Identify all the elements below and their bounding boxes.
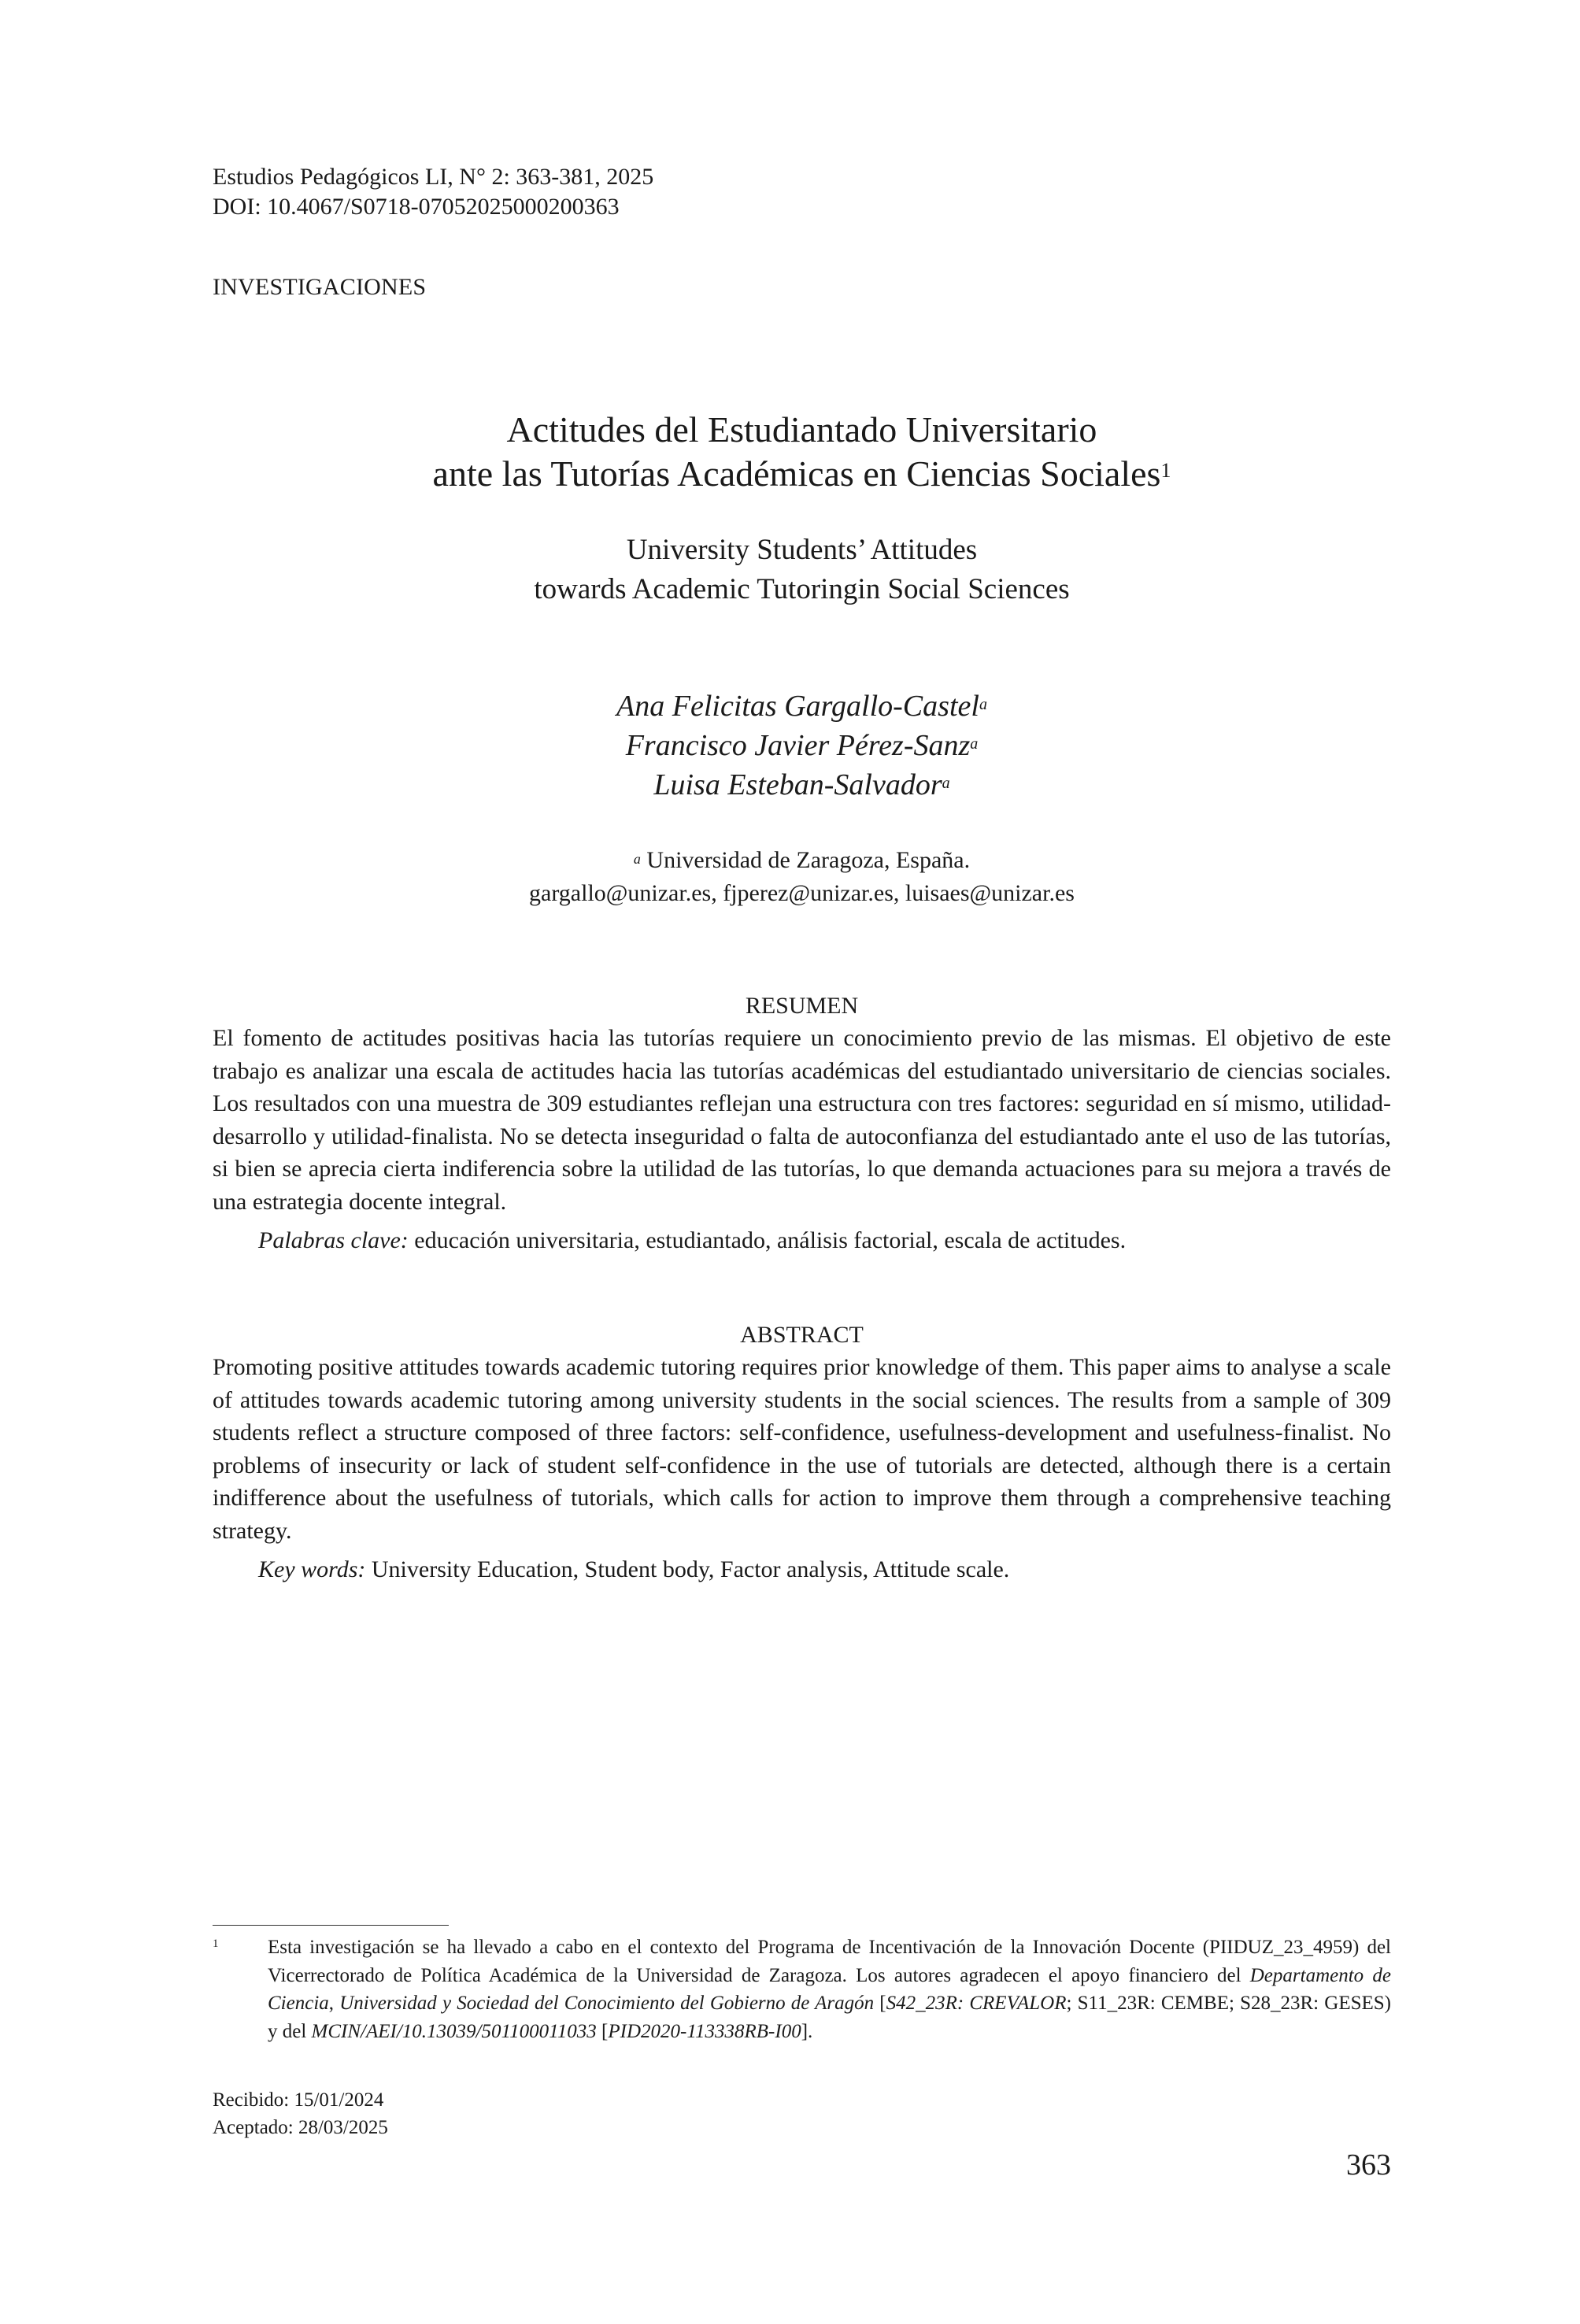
title-spanish	[213, 408, 1391, 496]
author: Ana Felicitas Gargallo-Castel$^a$	[616, 690, 987, 723]
title-english-line2: towards Academic Tutoringin Social Sciences	[534, 573, 1070, 605]
title-english-line1: University Students’ Attitudes	[626, 534, 978, 566]
title-spanish-line1: Actitudes del Estudiantado Universitario	[506, 409, 1097, 450]
author-emails[interactable]: gargallo@unizar.es, fjperez@unizar.es, luisaes@unizar.es	[529, 880, 1075, 906]
title-spanish-line2: ante las Tutorías Académicas en Ciencias Sociales$^1$	[432, 453, 1171, 494]
author: Luisa Esteban-Salvador$^a$	[653, 768, 950, 801]
abstract-body: Promoting positive attitudes towards academic tutoring requires prior knowledge of them. This paper aims to analyse a scale of attitudes towards academic tutoring among university students in the social sciences. The results from a sample of 309 students reflect a structure composed of three factors: self-confidence, usefulness-development and usefulness-finalist. No problems of insecurity or lack of student self-confidence in the use of tutorials are detected, although there is a certain indifference about the usefulness of tutorials, which calls for action to improve them through a comprehensive teaching strategy.	[213, 1354, 1391, 1544]
journal-citation: Estudios Pedagógicos LI, N° 2: 363-381, 2025	[213, 164, 654, 190]
footnote-marker: 1	[213, 1937, 219, 1950]
section-label: INVESTIGACIONES	[213, 274, 427, 300]
submission-dates	[213, 2086, 388, 2141]
running-head	[213, 162, 653, 222]
author-list	[213, 686, 1391, 805]
resumen-body: El fomento de actitudes positivas hacia las tutorías requiere un conocimiento previo de las mismas. El objetivo de este trabajo es analizar una escala de actitudes hacia las tutorías académicas del estudiantado universitario de ciencias sociales. Los resultados con una muestra de 309 estudiantes reflejan una estructura con tres factores: seguridad en sí mismo, utilidad-desarrollo y utilidad-finalista. No se detecta inseguridad o falta de autoconfianza del estudiantado ante el uso de las tutorías, si bien se aprecia cierta indiferencia sobre la utilidad de las tutorías, lo que demanda actuaciones para su mejora a través de una estrategia docente integral.	[213, 1025, 1391, 1215]
doi[interactable]: DOI: 10.4067/S0718-07052025000200363	[213, 194, 620, 220]
footnote-divider	[213, 1925, 449, 1926]
author: Francisco Javier Pérez-Sanz$^a$	[625, 729, 979, 762]
accepted-date: Aceptado: 28/03/2025	[213, 2117, 388, 2138]
key-words: Key words: University Education, Student body, Factor analysis, Attitude scale.	[258, 1556, 1010, 1582]
resumen-heading: RESUMEN	[745, 993, 859, 1019]
title-block	[213, 408, 1391, 609]
institution: $^a$ Universidad de Zaragoza, España.	[633, 847, 971, 873]
title-english	[213, 531, 1391, 609]
palabras-clave: Palabras clave: educación universitaria, estudiantado, análisis factorial, escala de actitudes.	[258, 1227, 1127, 1253]
footnote-ref[interactable]: 1	[1160, 459, 1171, 482]
received-date: Recibido: 15/01/2024	[213, 2089, 384, 2111]
affiliation	[213, 844, 1391, 910]
abstract-section	[213, 1319, 1391, 1586]
abstract-heading: ABSTRACT	[740, 1322, 864, 1348]
footnote-text: Esta investigación se ha llevado a cabo en el contexto del Programa de Incentivación de la Innovación Docente (PIIDUZ_23_4959) del Vicerrectorado de Política Académica de la Universidad de Zaragoza. Los autores agradecen el apoyo financiero del Departamento de Ciencia, Universidad y Sociedad del Conocimiento del Gobierno de Aragón [S42_23R: CREVALOR; S11_23R: CEMBE; S28_23R: GESES) y del MCIN/AEI/10.13039/501100011033 [PID2020-113338RB-I00].	[268, 1937, 1391, 2042]
resumen-section	[213, 990, 1391, 1257]
footnote	[213, 1934, 1391, 2045]
page-number: 363	[1346, 2148, 1391, 2182]
